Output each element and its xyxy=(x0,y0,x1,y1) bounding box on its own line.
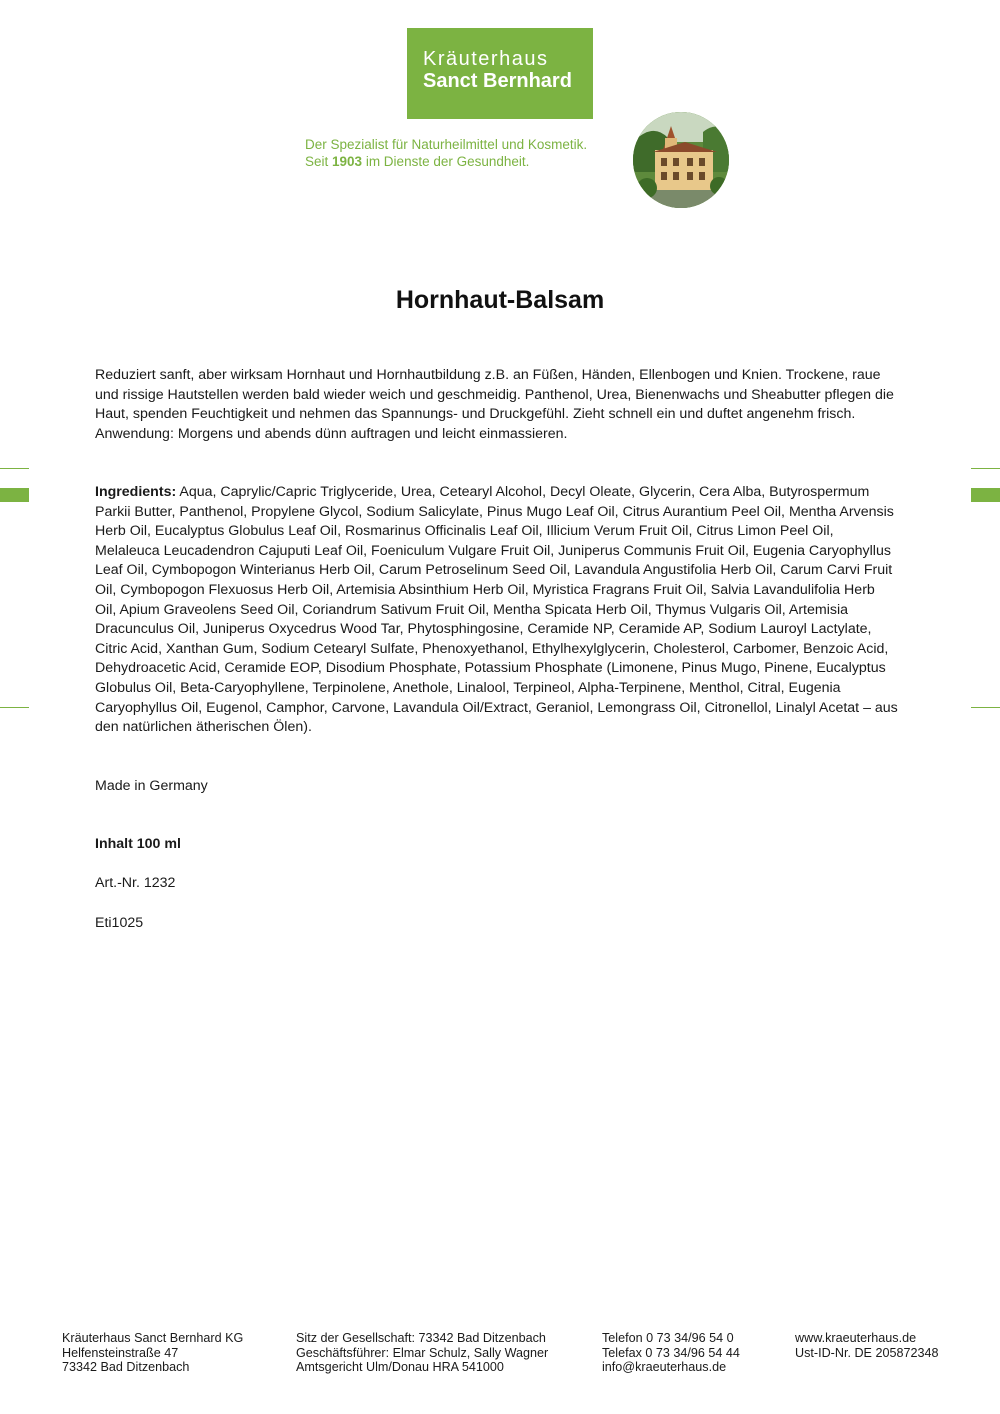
side-line-right-top xyxy=(971,468,1000,469)
product-title: Hornhaut-Balsam xyxy=(395,286,605,314)
description-text: Reduziert sanft, aber wirksam Hornhaut und Hornhautbildung z.B. an Füßen, Händen, Ellenbogen und Knien. Trockene, raue und rissige Hautstellen werden bald wieder weich und geschmeidig. Panthenol, Urea, Bienenwachs und Sheabutter pflegen die Haut, spenden Feuchtigkeit und nehmen das Spannungs- und Druckgefühl. Zieht schnell ein und duftet angenehm frisch. Anwendung: Morgens und abends dünn auftragen und leicht einmassieren. xyxy=(95,367,894,442)
tagline-year: 1903 xyxy=(332,154,363,169)
ingredients-text: Aqua, Caprylic/Capric Triglyceride, Urea, Cetearyl Alcohol, Decyl Oleate, Glycerin, Cera Alba, Butyrospermum Parkii Butter, Panthenol, Propylene Glycol, Sodium Salicylate, Pinus Mugo Leaf Oil, Citrus Aurantium Peel Oil, Mentha Arvensis Herb Oil, Eucalyptus Globulus Leaf Oil, Rosmarinus Officinalis Leaf Oil, Illicium Verum Fruit Oil, Citrus Limon Peel Oil, Melaleuca Leucadendron Cajuputi Leaf Oil, Foeniculum Vulgare Fruit Oil, Juniperus Communis Fruit Oil, Eugenia Caryophyllus Leaf Oil, Cymbopogon Winterianus Herb Oil, Carum Petroselinum Seed Oil, Lavandula Angustifolia Herb Oil, Carum Carvi Fruit Oil, Cymbopogon Flexuosus Herb Oil, Artemisia Absinthium Herb Oil, Myristica Fragrans Fruit Oil, Salvia Lavandulifolia Herb Oil, Apium Graveolens Seed Oil, Coriandrum Sativum Fruit Oil, Mentha Spicata Herb Oil, Thymus Vulgaris Oil, Artemisia Dracunculus Oil, Juniperus Oxycedrus Wood Tar, Phytosphingosine, Ceramide NP, Ceramide AP, Sodium Lauroyl Lactylate, Citric Acid, Xanthan Gum, Sodium Cetearyl Sulfate, Phenoxyethanol, Ethylhexylglycerin, Cholesterol, Carbomer, Benzoic Acid, Dehydroacetic Acid, Ceramide EOP, Disodium Phosphate, Potassium Phosphate (Limonene, Pinus Mugo, Pinene, Eucalyptus Globulus Oil, Beta-Caryophyllene, Terpinolene, Anethole, Linalool, Terpineol, Alpha-Terpinene, Menthol, Citral, Eugenia Caryophyllus Oil, Eugenol, Camphor, Carvone, Lavandula Oil/Extract, Geraniol, Lemongrass Oil, Citronellol, Linalyl Acetat – aus den natürlichen ätherischen Ölen). xyxy=(95,484,898,736)
house-photo xyxy=(633,112,729,208)
side-mark-left xyxy=(0,488,29,502)
footer-website[interactable]: www.kraeuterhaus.de xyxy=(795,1331,917,1345)
footer-managers: Geschäftsführer: Elmar Schulz, Sally Wagner xyxy=(296,1345,549,1360)
footer-contact xyxy=(602,1331,740,1375)
tagline-line-2 xyxy=(305,153,625,170)
ingredients-label: Ingredients: xyxy=(95,484,177,500)
footer-company-street: Helfensteinstraße 47 xyxy=(62,1345,179,1360)
tagline-pre: Seit xyxy=(305,154,333,169)
tagline-post: im Dienste der Gesundheit. xyxy=(362,154,530,169)
footer-phone: Telefon 0 73 34/96 54 0 xyxy=(602,1331,734,1345)
footer-seat: Sitz der Gesellschaft: 73342 Bad Ditzenbach xyxy=(296,1331,546,1345)
origin-text: Made in Germany xyxy=(95,778,208,794)
footer-fax: Telefax 0 73 34/96 54 44 xyxy=(602,1345,740,1360)
label-code: Eti1025 xyxy=(95,915,144,931)
footer-email[interactable]: info@kraeuterhaus.de xyxy=(602,1360,727,1375)
brand-tagline xyxy=(305,136,625,170)
logo-line-2: Sanct Bernhard xyxy=(423,70,572,92)
footer-vat-id: Ust-ID-Nr. DE 205872348 xyxy=(795,1345,939,1360)
brand-logo xyxy=(407,28,593,119)
footer-web xyxy=(795,1331,939,1360)
footer-company xyxy=(62,1331,243,1375)
side-line-right-bottom xyxy=(971,707,1000,708)
side-line-left-bottom xyxy=(0,707,29,708)
article-number: Art.-Nr. 1232 xyxy=(95,875,176,891)
content-volume: Inhalt 100 ml xyxy=(95,836,181,852)
footer-company-name: Kräuterhaus Sanct Bernhard KG xyxy=(62,1331,244,1345)
footer-company-city: 73342 Bad Ditzenbach xyxy=(62,1360,190,1375)
tagline-line-1: Der Spezialist für Naturheilmittel und Kosmetik. xyxy=(305,137,588,152)
logo-line-1: Kräuterhaus xyxy=(423,48,549,70)
product-description xyxy=(95,366,900,444)
side-mark-right xyxy=(971,488,1000,502)
side-line-left-top xyxy=(0,468,29,469)
ingredients-block xyxy=(95,483,900,738)
footer-legal xyxy=(296,1331,548,1375)
footer-court: Amtsgericht Ulm/Donau HRA 541000 xyxy=(296,1360,504,1375)
